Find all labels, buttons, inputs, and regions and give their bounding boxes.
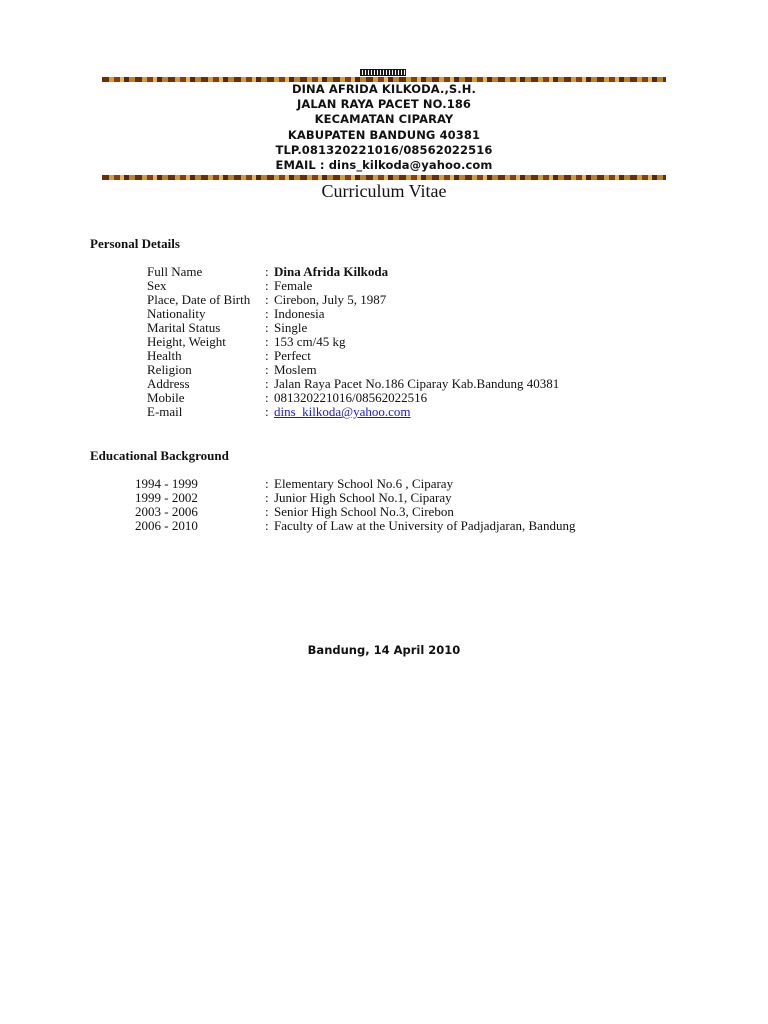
personal-row-birth bbox=[147, 293, 559, 307]
mobile-label: Mobile bbox=[147, 390, 185, 405]
personal-row-nationality bbox=[147, 307, 559, 321]
header-ornament bbox=[360, 69, 406, 76]
marital-status-value: Single bbox=[274, 320, 308, 335]
personal-row-email bbox=[147, 405, 559, 419]
birth-label: Place, Date of Birth bbox=[147, 292, 251, 307]
signoff-place-date: Bandung, 14 April 2010 bbox=[307, 643, 461, 657]
education-table bbox=[135, 477, 575, 533]
full-name-label: Full Name bbox=[147, 264, 203, 279]
personal-row-religion bbox=[147, 363, 559, 377]
separator: : bbox=[265, 278, 269, 293]
mobile-value: 081320221016/08562022516 bbox=[274, 390, 428, 405]
birth-value: Cirebon, July 5, 1987 bbox=[274, 292, 387, 307]
nationality-label: Nationality bbox=[147, 306, 206, 321]
email-label: E-mail bbox=[147, 404, 183, 419]
letterhead-email: EMAIL : dins_kilkoda@yahoo.com bbox=[275, 158, 493, 173]
education-row bbox=[135, 519, 575, 533]
education-row bbox=[135, 491, 575, 505]
header-bottom-rule bbox=[102, 175, 666, 180]
personal-row-marital-status bbox=[147, 321, 559, 335]
separator: : bbox=[265, 376, 269, 391]
height-weight-value: 153 cm/45 kg bbox=[274, 334, 346, 349]
sex-value: Female bbox=[274, 278, 313, 293]
separator: : bbox=[265, 518, 269, 533]
separator: : bbox=[265, 490, 269, 505]
letterhead-regency: KABUPATEN BANDUNG 40381 bbox=[287, 127, 481, 142]
education-years: 2003 - 2006 bbox=[135, 504, 198, 519]
education-years: 1999 - 2002 bbox=[135, 490, 198, 505]
education-school: Junior High School No.1, Ciparay bbox=[274, 490, 452, 505]
separator: : bbox=[265, 320, 269, 335]
address-value: Jalan Raya Pacet No.186 Ciparay Kab.Bandung 40381 bbox=[274, 376, 560, 391]
separator: : bbox=[265, 292, 269, 307]
address-label: Address bbox=[147, 376, 190, 391]
education-years: 1994 - 1999 bbox=[135, 476, 198, 491]
personal-row-address bbox=[147, 377, 559, 391]
full-name-value: Dina Afrida Kilkoda bbox=[274, 264, 389, 279]
personal-row-mobile bbox=[147, 391, 559, 405]
letterhead bbox=[102, 82, 666, 173]
letterhead-district: KECAMATAN CIPARAY bbox=[314, 112, 454, 127]
sex-label: Sex bbox=[147, 278, 167, 293]
separator: : bbox=[265, 306, 269, 321]
separator: : bbox=[265, 334, 269, 349]
email-link[interactable]: dins_kilkoda@yahoo.com bbox=[274, 404, 411, 419]
education-school: Faculty of Law at the University of Padjadjaran, Bandung bbox=[274, 518, 576, 533]
separator: : bbox=[265, 348, 269, 363]
education-school: Senior High School No.3, Cirebon bbox=[274, 504, 454, 519]
education-school: Elementary School No.6 , Ciparay bbox=[274, 476, 454, 491]
education-row bbox=[135, 477, 575, 491]
separator: : bbox=[265, 476, 269, 491]
nationality-value: Indonesia bbox=[274, 306, 325, 321]
health-value: Perfect bbox=[274, 348, 311, 363]
education-years: 2006 - 2010 bbox=[135, 518, 198, 533]
education-row bbox=[135, 505, 575, 519]
document-title: Curriculum Vitae bbox=[321, 181, 447, 201]
personal-details-table bbox=[147, 265, 559, 419]
religion-value: Moslem bbox=[274, 362, 317, 377]
religion-label: Religion bbox=[147, 362, 192, 377]
personal-row-health bbox=[147, 349, 559, 363]
letterhead-phone: TLP.081320221016/08562022516 bbox=[275, 142, 493, 157]
height-weight-label: Height, Weight bbox=[147, 334, 226, 349]
health-label: Health bbox=[147, 348, 182, 363]
personal-row-height-weight bbox=[147, 335, 559, 349]
education-heading: Educational Background bbox=[90, 448, 229, 463]
separator: : bbox=[265, 504, 269, 519]
letterhead-street: JALAN RAYA PACET NO.186 bbox=[296, 97, 472, 112]
personal-row-full-name bbox=[147, 265, 559, 279]
separator: : bbox=[265, 404, 269, 419]
letterhead-name: DINA AFRIDA KILKODA.,S.H. bbox=[292, 82, 476, 96]
marital-status-label: Marital Status bbox=[147, 320, 221, 335]
personal-row-sex bbox=[147, 279, 559, 293]
personal-details-heading: Personal Details bbox=[90, 236, 180, 251]
separator: : bbox=[265, 264, 269, 279]
separator: : bbox=[265, 362, 269, 377]
separator: : bbox=[265, 390, 269, 405]
